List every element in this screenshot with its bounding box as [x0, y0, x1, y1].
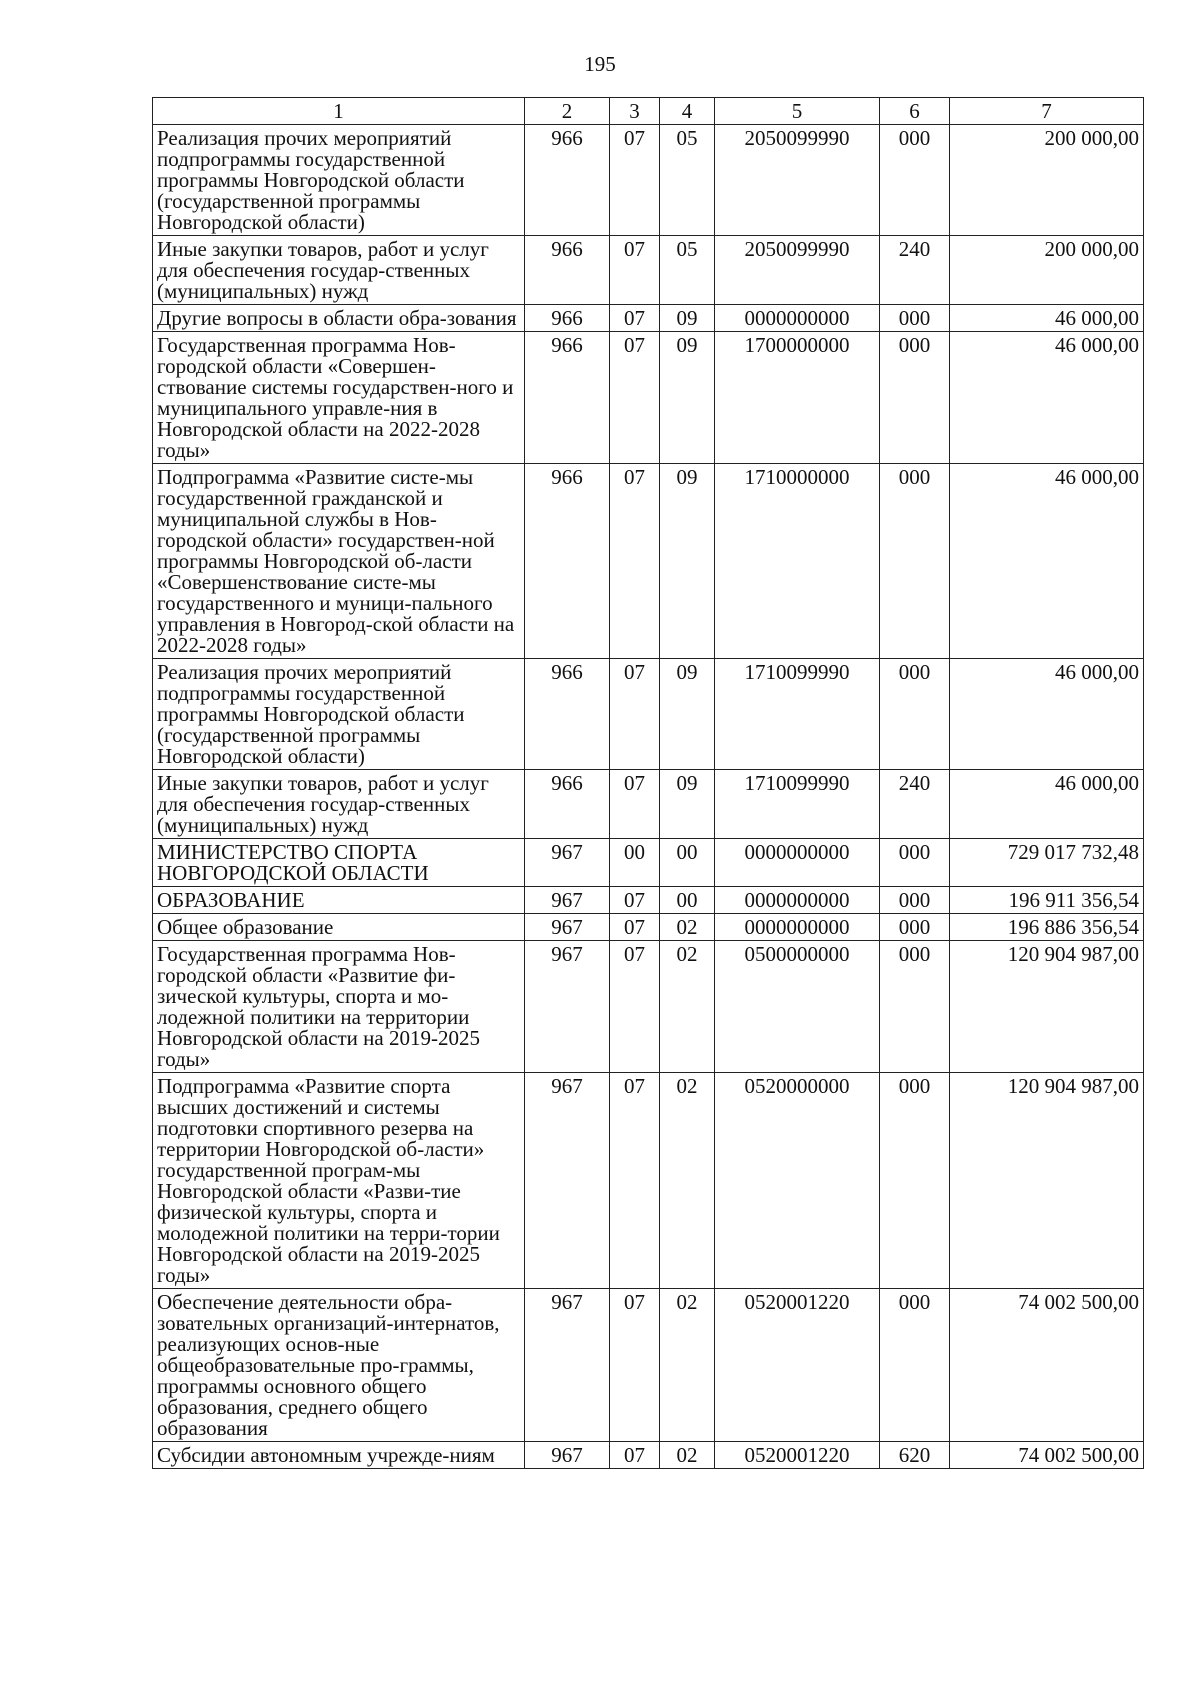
column-number: 2 [525, 98, 610, 125]
table-row [153, 332, 1144, 464]
code-expense-type: 000 [880, 305, 950, 332]
code-grbs: 967 [525, 914, 610, 941]
code-grbs: 966 [525, 659, 610, 770]
code-subsection: 09 [660, 332, 715, 464]
amount: 74 002 500,00 [950, 1442, 1144, 1469]
table-row [153, 770, 1144, 839]
code-subsection: 05 [660, 125, 715, 236]
code-subsection: 05 [660, 236, 715, 305]
code-target-article: 0520001220 [715, 1289, 880, 1442]
item-name: Государственная программа Нов-городской области «Развитие фи-зической культуры, спорта и мо-лодежной политики на территории Новгородской области на 2019-2025 годы» [153, 941, 525, 1073]
table-row [153, 659, 1144, 770]
item-name: Подпрограмма «Развитие систе-мы государственной гражданской и муниципальной службы в Нов-городской области» государствен-ной программы Новгородской об-ласти «Совершенствование систе-мы государственного и муници-пального управления в Новгород-ской области на 2022-2028 годы» [153, 464, 525, 659]
code-subsection: 00 [660, 839, 715, 887]
amount: 200 000,00 [950, 125, 1144, 236]
code-target-article: 0520000000 [715, 1073, 880, 1289]
item-name: Обеспечение деятельности обра-зовательных организаций-интернатов, реализующих основ-ные общеобразовательные про-граммы, программы основного общего образования, среднего общего образования [153, 1289, 525, 1442]
code-subsection: 02 [660, 1289, 715, 1442]
code-target-article: 2050099990 [715, 236, 880, 305]
code-subsection: 02 [660, 914, 715, 941]
code-target-article: 0000000000 [715, 839, 880, 887]
amount: 196 911 356,54 [950, 887, 1144, 914]
column-number: 1 [153, 98, 525, 125]
code-expense-type: 000 [880, 1289, 950, 1442]
code-target-article: 2050099990 [715, 125, 880, 236]
code-expense-type: 000 [880, 839, 950, 887]
amount: 46 000,00 [950, 305, 1144, 332]
code-target-article: 1710099990 [715, 770, 880, 839]
code-section: 07 [610, 1289, 660, 1442]
amount: 200 000,00 [950, 236, 1144, 305]
amount: 46 000,00 [950, 770, 1144, 839]
item-name: Иные закупки товаров, работ и услуг для обеспечения государ-ственных (муниципальных) нужд [153, 236, 525, 305]
amount: 120 904 987,00 [950, 1073, 1144, 1289]
code-section: 07 [610, 1073, 660, 1289]
code-grbs: 967 [525, 1289, 610, 1442]
code-grbs: 966 [525, 236, 610, 305]
code-target-article: 0000000000 [715, 887, 880, 914]
code-expense-type: 000 [880, 125, 950, 236]
amount: 729 017 732,48 [950, 839, 1144, 887]
code-grbs: 966 [525, 125, 610, 236]
code-grbs: 967 [525, 1442, 610, 1469]
code-section: 07 [610, 125, 660, 236]
code-section: 07 [610, 236, 660, 305]
table-row [153, 236, 1144, 305]
column-number: 4 [660, 98, 715, 125]
code-expense-type: 240 [880, 770, 950, 839]
table-row [153, 1442, 1144, 1469]
item-name: Другие вопросы в области обра-зования [153, 305, 525, 332]
code-subsection: 00 [660, 887, 715, 914]
code-grbs: 967 [525, 887, 610, 914]
item-name: Иные закупки товаров, работ и услуг для обеспечения государ-ственных (муниципальных) нужд [153, 770, 525, 839]
code-target-article: 1710099990 [715, 659, 880, 770]
item-name: ОБРАЗОВАНИЕ [153, 887, 525, 914]
code-expense-type: 000 [880, 332, 950, 464]
page-number: 195 [584, 52, 616, 76]
code-subsection: 09 [660, 305, 715, 332]
code-expense-type: 000 [880, 1073, 950, 1289]
column-number-row [153, 98, 1144, 125]
table-row [153, 1073, 1144, 1289]
code-expense-type: 000 [880, 887, 950, 914]
code-expense-type: 000 [880, 941, 950, 1073]
code-section: 07 [610, 305, 660, 332]
table-row [153, 464, 1144, 659]
code-section: 07 [610, 332, 660, 464]
code-grbs: 966 [525, 305, 610, 332]
code-grbs: 966 [525, 332, 610, 464]
table-row [153, 839, 1144, 887]
amount: 196 886 356,54 [950, 914, 1144, 941]
code-subsection: 09 [660, 464, 715, 659]
code-expense-type: 240 [880, 236, 950, 305]
item-name: Реализация прочих мероприятий подпрограммы государственной программы Новгородской области (государственной программы Новгородской области) [153, 125, 525, 236]
code-section: 07 [610, 464, 660, 659]
code-section: 07 [610, 887, 660, 914]
code-target-article: 0000000000 [715, 305, 880, 332]
item-name: Реализация прочих мероприятий подпрограммы государственной программы Новгородской области (государственной программы Новгородской области) [153, 659, 525, 770]
code-target-article: 1700000000 [715, 332, 880, 464]
item-name: Подпрограмма «Развитие спорта высших достижений и системы подготовки спортивного резерва на территории Новгородской об-ласти» государственной програм-мы Новгородской области «Разви-тие физической культуры, спорта и молодежной политики на терри-тории Новгородской области на 2019-2025 годы» [153, 1073, 525, 1289]
code-section: 07 [610, 659, 660, 770]
code-grbs: 967 [525, 839, 610, 887]
code-section: 07 [610, 914, 660, 941]
amount: 120 904 987,00 [950, 941, 1144, 1073]
budget-table [152, 97, 1144, 1469]
code-subsection: 02 [660, 1073, 715, 1289]
code-section: 07 [610, 1442, 660, 1469]
amount: 74 002 500,00 [950, 1289, 1144, 1442]
code-subsection: 09 [660, 659, 715, 770]
item-name: Государственная программа Нов-городской области «Совершен-ствование системы государствен-ного и муниципального управле-ния в Новгородской области на 2022-2028 годы» [153, 332, 525, 464]
table-row [153, 305, 1144, 332]
code-expense-type: 000 [880, 659, 950, 770]
item-name: Субсидии автономным учрежде-ниям [153, 1442, 525, 1469]
table-row [153, 914, 1144, 941]
amount: 46 000,00 [950, 464, 1144, 659]
code-target-article: 0000000000 [715, 914, 880, 941]
code-grbs: 967 [525, 1073, 610, 1289]
code-grbs: 967 [525, 941, 610, 1073]
code-target-article: 0520001220 [715, 1442, 880, 1469]
item-name: Общее образование [153, 914, 525, 941]
code-section: 07 [610, 770, 660, 839]
table-row [153, 887, 1144, 914]
table-row [153, 941, 1144, 1073]
code-expense-type: 000 [880, 914, 950, 941]
code-section: 00 [610, 839, 660, 887]
table-row [153, 1289, 1144, 1442]
code-expense-type: 620 [880, 1442, 950, 1469]
code-target-article: 1710000000 [715, 464, 880, 659]
column-number: 5 [715, 98, 880, 125]
code-expense-type: 000 [880, 464, 950, 659]
code-subsection: 02 [660, 941, 715, 1073]
code-section: 07 [610, 941, 660, 1073]
column-number: 7 [950, 98, 1144, 125]
table-row [153, 125, 1144, 236]
amount: 46 000,00 [950, 332, 1144, 464]
code-target-article: 0500000000 [715, 941, 880, 1073]
code-grbs: 966 [525, 464, 610, 659]
code-grbs: 966 [525, 770, 610, 839]
item-name: МИНИСТЕРСТВО СПОРТА НОВГОРОДСКОЙ ОБЛАСТИ [153, 839, 525, 887]
code-subsection: 09 [660, 770, 715, 839]
column-number: 3 [610, 98, 660, 125]
amount: 46 000,00 [950, 659, 1144, 770]
code-subsection: 02 [660, 1442, 715, 1469]
column-number: 6 [880, 98, 950, 125]
